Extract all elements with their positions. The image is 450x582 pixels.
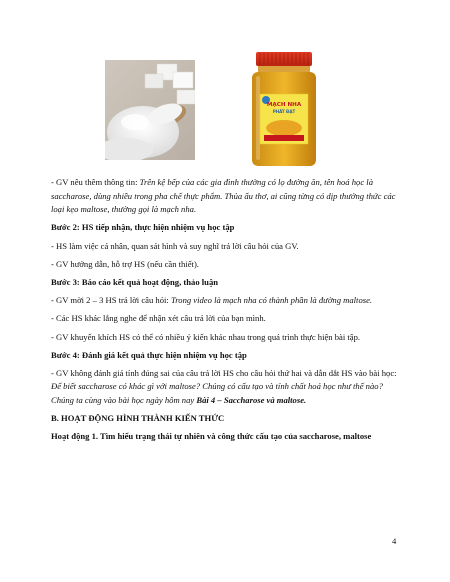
step3-item-c: - GV khuyến khích HS có thể có nhiều ý kiến khác nhau trong quá trình thực hiện bài tập. [51, 331, 361, 342]
intro-prefix: - GV nêu thêm thông tin: [51, 177, 140, 187]
step4-prefix: - GV không đánh giá tính đúng sai của câu trả lời HS cho câu hỏi thứ hai và dẫn dắt HS vào bài học: [51, 367, 397, 378]
malt-jar-photo [246, 50, 322, 168]
step2-item-b: - GV hướng dẫn, hỗ trợ HS (nếu cần thiết). [51, 258, 199, 269]
step4-item [51, 367, 400, 408]
activity1-heading: Hoạt động 1. Tìm hiểu trạng thái tự nhiên và công thức cấu tạo của saccharose, maltose [51, 431, 372, 442]
lesson-title: Bài 4 – Saccharose và maltose. [196, 395, 307, 406]
document-body [51, 176, 400, 449]
jar-label-brand: PHÁT ĐẠT [272, 109, 296, 114]
step4-italic: Để biết saccharose có khác gì với maltose? Chúng có cấu tạo và tính chất hoá học như thế nào? Chúng ta cùng vào bài học ngày hôm nay [51, 381, 383, 406]
intro-paragraph [51, 176, 400, 217]
sugar-photo [105, 60, 195, 160]
jar-label-title: MẠCH NHA [266, 102, 302, 108]
step3-a-italic: Trong video là mạch nha có thành phần là đường maltose. [170, 295, 373, 306]
step2-item-a: - HS làm việc cá nhân, quan sát hình và suy nghĩ trả lời câu hỏi của GV. [51, 240, 299, 251]
step3-item-a [51, 294, 400, 308]
step3-heading: Bước 3: Báo cáo kết quả hoạt động, thảo luận [51, 276, 219, 287]
page-number: 4 [392, 536, 397, 546]
section-b-heading: B. HOẠT ĐỘNG HÌNH THÀNH KIẾN THỨC [51, 413, 225, 424]
malt-jar-image [246, 50, 322, 168]
step3-item-b: - Các HS khác lắng nghe để nhận xét câu trả lời của bạn mình. [51, 313, 266, 324]
intro-italic: Trên kệ bếp của các gia đình thường có lọ đường ăn, tên hoá học là saccharose, dùng nhiều trong pha chế thực phẩm. Thủa ấu thơ, ai cũng từng có dịp thưởng thức các loại kẹo maltose, thường gọi là mạch nha. [51, 177, 396, 215]
sugar-image [105, 60, 195, 160]
step4-heading: Bước 4: Đánh giá kết quả thực hiện nhiệm vụ học tập [51, 349, 247, 360]
step3-a-prefix: - GV mời 2 – 3 HS trả lời câu hỏi: [51, 295, 171, 306]
step2-heading: Bước 2: HS tiếp nhận, thực hiện nhiệm vụ học tập [51, 222, 235, 233]
